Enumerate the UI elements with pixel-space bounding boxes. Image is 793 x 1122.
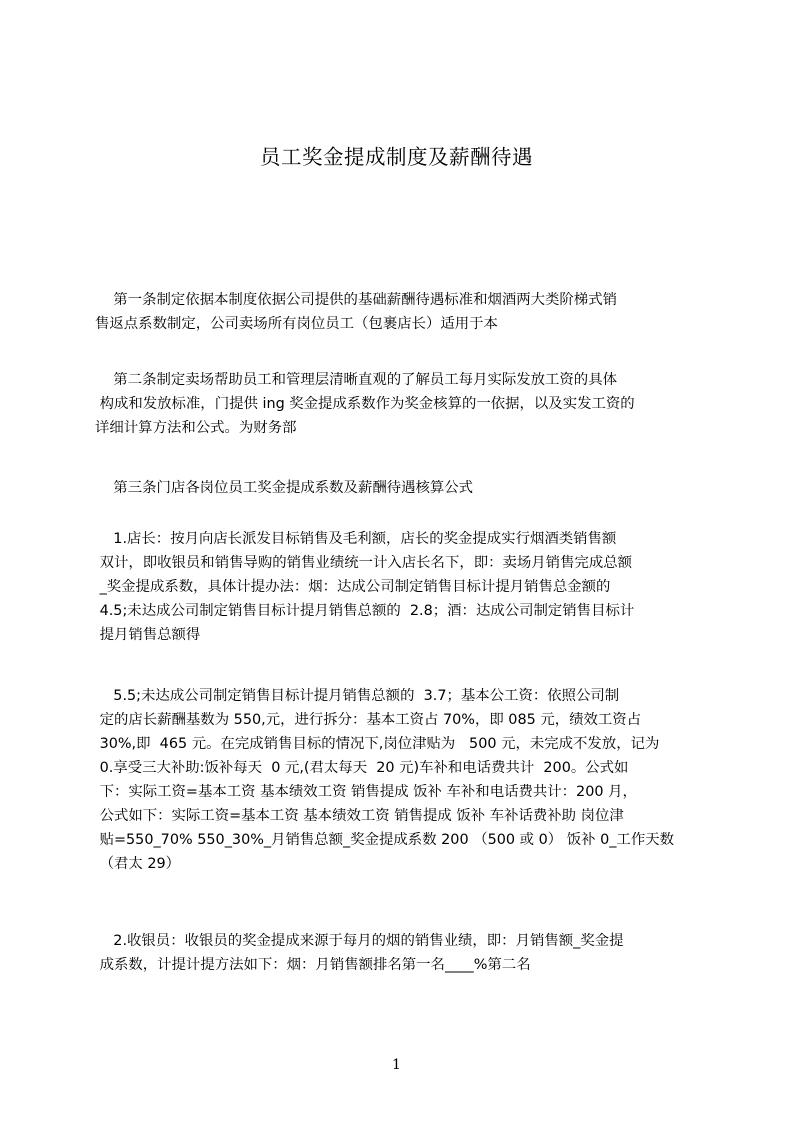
text-line: 公式如下：实际工资=基本工资 基本绩效工资 销售提成 饭补 车补话费补助 岗位津	[95, 808, 624, 824]
text-line: 贴=550_70% 550_30%_月销售总额_奖金提成系数 200 （500 或 0） 饭补 0_工作天数	[95, 832, 674, 848]
text-line: 双计，即收银员和销售导购的销售业绩统一计入店长名下，即：卖场月销售完成总额	[95, 555, 633, 571]
text-line: _奖金提成系数，具体计提办法：烟：达成公司制定销售目标计提月销售总金额的	[95, 579, 611, 595]
text-line: （君太 29）	[95, 856, 181, 872]
document-title: 员工奖金提成制度及薪酬待遇	[260, 145, 533, 169]
text-line: 构成和发放标准，门提供 ing 奖金提成系数作为奖金核算的一依据，以及实发工资的	[95, 396, 635, 412]
text-line: 提月销售总额得	[95, 627, 201, 643]
cashier-paragraph	[95, 929, 705, 977]
article-2-paragraph	[95, 368, 705, 440]
text-line: 第二条制定卖场帮助员工和管理层清晰直观的了解员工每月实际发放工资的具体	[95, 372, 617, 388]
text-line: 2.收银员：收银员的奖金提成来源于每月的烟的销售业绩，即：月销售额_奖金提	[95, 933, 624, 949]
text-line: 第一条制定依据本制度依据公司提供的基础薪酬待遇标准和烟酒两大类阶梯式销	[95, 292, 617, 308]
article-1-paragraph	[95, 288, 705, 336]
text-line: 下：实际工资=基本工资 基本绩效工资 销售提成 饭补 车补和电话费共计：200 月，	[95, 784, 637, 800]
text-line: 1.店长：按月向店长派发目标销售及毛利额，店长的奖金提成实行烟酒类销售额	[95, 531, 617, 547]
article-3-heading	[95, 476, 705, 500]
text-line: 定的店长薪酬基数为 550,元，进行拆分：基本工资占 70%，即 085 元，绩效工资占	[95, 712, 642, 728]
text-line: 成系数，计提计提方法如下：烟：月销售额排名第一名____%第二名	[95, 957, 531, 973]
text-line: 详细计算方法和公式。为财务部	[95, 420, 297, 436]
text-line: 售返点系数制定，公司卖场所有岗位员工（包裹店长）适用于本	[95, 316, 498, 332]
text-line: 第三条门店各岗位员工奖金提成系数及薪酬待遇核算公式	[95, 480, 474, 496]
page-number: 1	[392, 1057, 401, 1073]
text-line: 30%,即 465 元。在完成销售目标的情况下,岗位津贴为 500 元，未完成不发放，记为	[95, 736, 660, 752]
store-manager-paragraph	[95, 527, 705, 647]
store-manager-salary-paragraph	[95, 684, 705, 876]
text-line: 4.5;未达成公司制定销售目标计提月销售总额的 2.8；酒：达成公司制定销售目标计	[95, 603, 635, 619]
text-line: 5.5;未达成公司制定销售目标计提月销售总额的 3.7；基本公工资：依照公司制	[95, 688, 620, 704]
text-line: 0.享受三大补助:饭补每天 0 元,(君太每天 20 元)车补和电话费共计 200。公式如	[95, 760, 629, 776]
